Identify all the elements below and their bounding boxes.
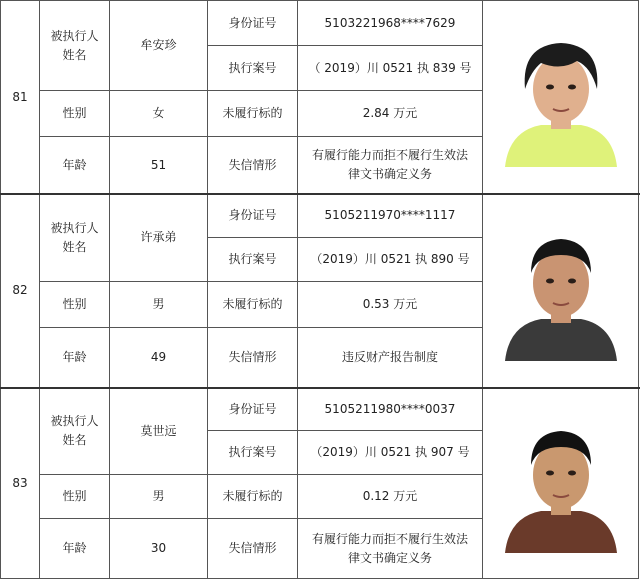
- photo-cell: [483, 0, 639, 194]
- amount-value: [298, 282, 483, 328]
- dishonesty-value-text: 有履行能力而拒不履行生效法 律文书确定义务: [311, 148, 468, 181]
- gender-value-text: 女: [152, 106, 165, 120]
- name-label-text: 被执行人 姓名: [50, 28, 99, 62]
- photo-cell: [483, 388, 639, 579]
- age-label-text: 年龄: [62, 350, 87, 364]
- block-separator: [0, 193, 640, 195]
- gender-label: [40, 91, 110, 137]
- case-value: [298, 46, 483, 91]
- name-value: [110, 194, 208, 282]
- portrait-photo: [501, 413, 621, 553]
- name-value-text: 许承弟: [140, 230, 177, 244]
- dishonesty-label: [208, 328, 298, 388]
- age-value: [110, 137, 208, 194]
- gender-label-text: 性别: [62, 489, 87, 503]
- id-label-text: 身份证号: [228, 208, 277, 222]
- id-label-text: 身份证号: [228, 401, 277, 416]
- gender-value: [110, 282, 208, 328]
- record-number: [0, 194, 40, 388]
- name-label: [40, 194, 110, 282]
- name-value: [110, 388, 208, 475]
- amount-label: [208, 475, 298, 519]
- case-value: [298, 431, 483, 475]
- portrait-photo: [501, 27, 621, 167]
- age-value: [110, 519, 208, 579]
- dishonesty-label-text: 失信情形: [228, 350, 277, 364]
- photo-cell: [483, 194, 639, 388]
- amount-value-text: 0.53 万元: [362, 297, 418, 311]
- case-label: [208, 238, 298, 282]
- dishonesty-value: [298, 137, 483, 194]
- dishonesty-label: [208, 519, 298, 579]
- id-value: [298, 388, 483, 431]
- id-label-text: 身份证号: [228, 15, 277, 30]
- age-value: [110, 328, 208, 388]
- amount-value-text: 2.84 万元: [362, 106, 418, 120]
- amount-value: [298, 91, 483, 137]
- name-value: [110, 0, 208, 91]
- name-label: [40, 0, 110, 91]
- id-value: [298, 0, 483, 46]
- age-value-text: 30: [150, 541, 167, 555]
- gender-label-text: 性别: [62, 297, 87, 311]
- case-label: [208, 46, 298, 91]
- amount-value: [298, 475, 483, 519]
- amount-label-text: 未履行标的: [222, 297, 283, 311]
- case-label: [208, 431, 298, 475]
- amount-value-text: 0.12 万元: [362, 489, 418, 503]
- record-number: [0, 0, 40, 194]
- id-value: [298, 194, 483, 238]
- age-label-text: 年龄: [62, 157, 87, 172]
- case-label-text: 执行案号: [228, 252, 277, 266]
- age-label-text: 年龄: [62, 541, 87, 555]
- case-label-text: 执行案号: [228, 60, 277, 75]
- age-value-text: 51: [150, 157, 167, 172]
- id-value-text: 5103221968****7629: [324, 15, 456, 30]
- gender-label-text: 性别: [62, 106, 87, 120]
- record-number-text: 81: [12, 89, 28, 104]
- age-label: [40, 519, 110, 579]
- dishonesty-value-text: 有履行能力而拒不履行生效法 律文书确定义务: [311, 531, 468, 565]
- id-label: [208, 388, 298, 431]
- gender-label: [40, 282, 110, 328]
- case-value-text: （2019）川 0521 执 890 号: [310, 252, 470, 266]
- dishonesty-label-text: 失信情形: [228, 157, 277, 172]
- amount-label-text: 未履行标的: [222, 106, 283, 120]
- record-number: [0, 388, 40, 579]
- dishonesty-label-text: 失信情形: [228, 541, 277, 555]
- case-value-text: （2019）川 0521 执 907 号: [310, 445, 470, 459]
- record-number-text: 82: [12, 283, 28, 297]
- id-label: [208, 194, 298, 238]
- portrait-photo: [501, 221, 621, 361]
- gender-value-text: 男: [152, 489, 165, 503]
- name-value-text: 牟安珍: [140, 38, 177, 52]
- dishonesty-value-text: 违反财产报告制度: [341, 350, 438, 364]
- age-value-text: 49: [150, 350, 167, 364]
- id-value-text: 5105211980****0037: [324, 401, 456, 416]
- case-value-text: （ 2019）川 0521 执 839 号: [308, 60, 472, 75]
- record-number-text: 83: [12, 475, 28, 490]
- amount-label: [208, 282, 298, 328]
- dishonesty-label: [208, 137, 298, 194]
- name-value-text: 莫世远: [140, 423, 177, 438]
- gender-label: [40, 475, 110, 519]
- gender-value-text: 男: [152, 297, 165, 311]
- name-label-text: 被执行人 姓名: [50, 414, 99, 447]
- name-label-text: 被执行人 姓名: [50, 220, 99, 254]
- gender-value: [110, 475, 208, 519]
- name-label: [40, 388, 110, 475]
- amount-label-text: 未履行标的: [222, 489, 283, 503]
- block-separator: [0, 387, 640, 389]
- dishonesty-value: [298, 328, 483, 388]
- id-label: [208, 0, 298, 46]
- gender-value: [110, 91, 208, 137]
- id-value-text: 5105211970****1117: [324, 208, 456, 222]
- age-label: [40, 137, 110, 194]
- case-label-text: 执行案号: [228, 445, 277, 459]
- age-label: [40, 328, 110, 388]
- dishonesty-value: [298, 519, 483, 579]
- amount-label: [208, 91, 298, 137]
- case-value: [298, 238, 483, 282]
